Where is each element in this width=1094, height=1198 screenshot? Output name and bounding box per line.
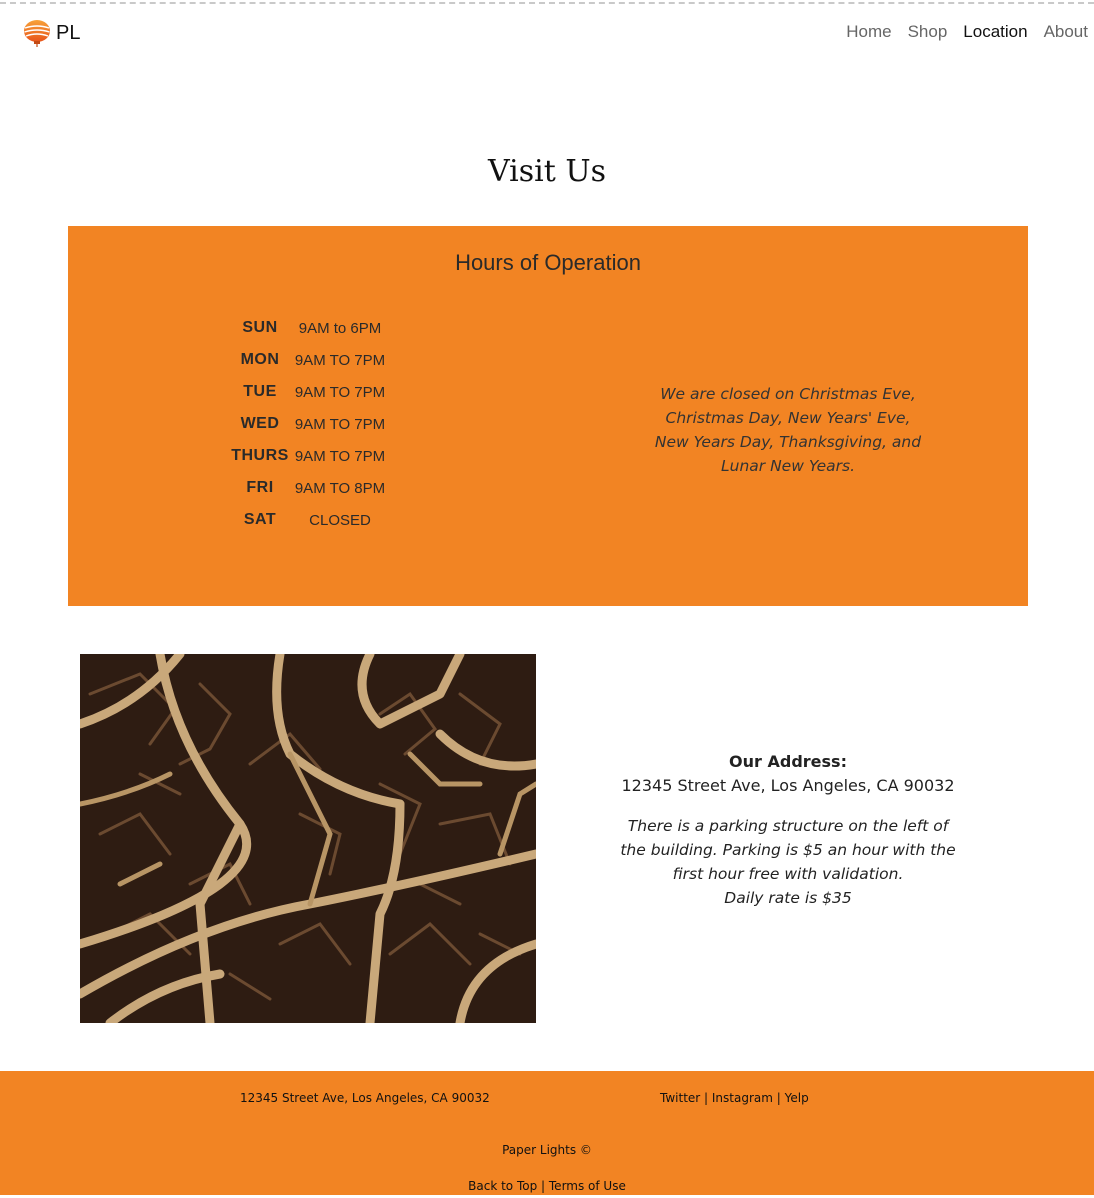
day-label: FRI bbox=[246, 479, 274, 496]
daily-rate: Daily rate is $35 bbox=[724, 889, 852, 907]
separator: | bbox=[700, 1091, 712, 1105]
yelp-link[interactable]: Yelp bbox=[784, 1091, 809, 1105]
footer-address: 12345 Street Ave, Los Angeles, CA 90032 bbox=[240, 1091, 490, 1105]
site-footer bbox=[0, 1071, 1094, 1195]
copyright: Paper Lights © bbox=[502, 1143, 592, 1157]
page-title: Visit Us bbox=[488, 154, 606, 189]
nav-about[interactable]: About bbox=[1043, 22, 1088, 41]
hours-title: Hours of Operation bbox=[455, 250, 641, 275]
back-to-top-link[interactable]: Back to Top bbox=[468, 1179, 538, 1193]
day-label: SAT bbox=[243, 511, 277, 528]
footer-links bbox=[0, 1179, 1094, 1193]
nav-shop[interactable]: Shop bbox=[907, 22, 948, 41]
paper-lantern-icon bbox=[22, 18, 52, 48]
hours-row bbox=[228, 312, 388, 344]
map-illustration bbox=[80, 654, 536, 1023]
hours-row bbox=[228, 472, 388, 504]
day-label: THURS bbox=[231, 447, 289, 464]
time-value: CLOSED bbox=[309, 511, 371, 529]
nav-location[interactable]: Location bbox=[963, 22, 1028, 41]
hours-row bbox=[228, 504, 388, 536]
day-label: WED bbox=[240, 415, 280, 432]
twitter-link[interactable]: Twitter bbox=[660, 1091, 701, 1105]
nav-home[interactable]: Home bbox=[846, 22, 892, 41]
hours-table bbox=[228, 312, 388, 536]
main-nav bbox=[846, 22, 1088, 42]
day-label: SUN bbox=[242, 319, 278, 336]
brand-link[interactable] bbox=[22, 18, 80, 48]
brand-name: PL bbox=[56, 21, 81, 44]
top-divider bbox=[0, 0, 1094, 4]
day-label: TUE bbox=[243, 383, 277, 400]
hours-row bbox=[228, 344, 388, 376]
time-value: 9AM TO 7PM bbox=[294, 383, 386, 401]
time-value: 9AM TO 7PM bbox=[294, 351, 386, 369]
instagram-link[interactable]: Instagram bbox=[711, 1091, 773, 1105]
street-address: 12345 Street Ave, Los Angeles, CA 90032 bbox=[621, 776, 955, 795]
time-value: 9AM TO 7PM bbox=[294, 415, 386, 433]
hours-row bbox=[228, 376, 388, 408]
social-links bbox=[660, 1091, 809, 1105]
site-header bbox=[0, 6, 1094, 62]
terms-of-use-link[interactable]: Terms of Use bbox=[548, 1179, 626, 1193]
address-block bbox=[620, 750, 956, 910]
time-value: 9AM TO 8PM bbox=[294, 479, 386, 497]
time-value: 9AM to 6PM bbox=[298, 319, 382, 337]
separator: | bbox=[537, 1179, 549, 1193]
address-label: Our Address: bbox=[729, 752, 847, 771]
hours-row bbox=[228, 440, 388, 472]
hours-row bbox=[228, 408, 388, 440]
holiday-closure-note: We are closed on Christmas Eve, Christmas Day, New Years' Eve, New Years Day, Thanksgiving, and Lunar New Years. bbox=[654, 384, 922, 475]
hours-panel bbox=[68, 226, 1028, 606]
day-label: MON bbox=[240, 351, 280, 368]
parking-text: There is a parking structure on the left of the building. Parking is $5 an hour with the first hour free with validation. bbox=[620, 817, 956, 883]
separator: | bbox=[772, 1091, 785, 1105]
parking-info bbox=[620, 814, 956, 910]
time-value: 9AM TO 7PM bbox=[294, 447, 386, 465]
